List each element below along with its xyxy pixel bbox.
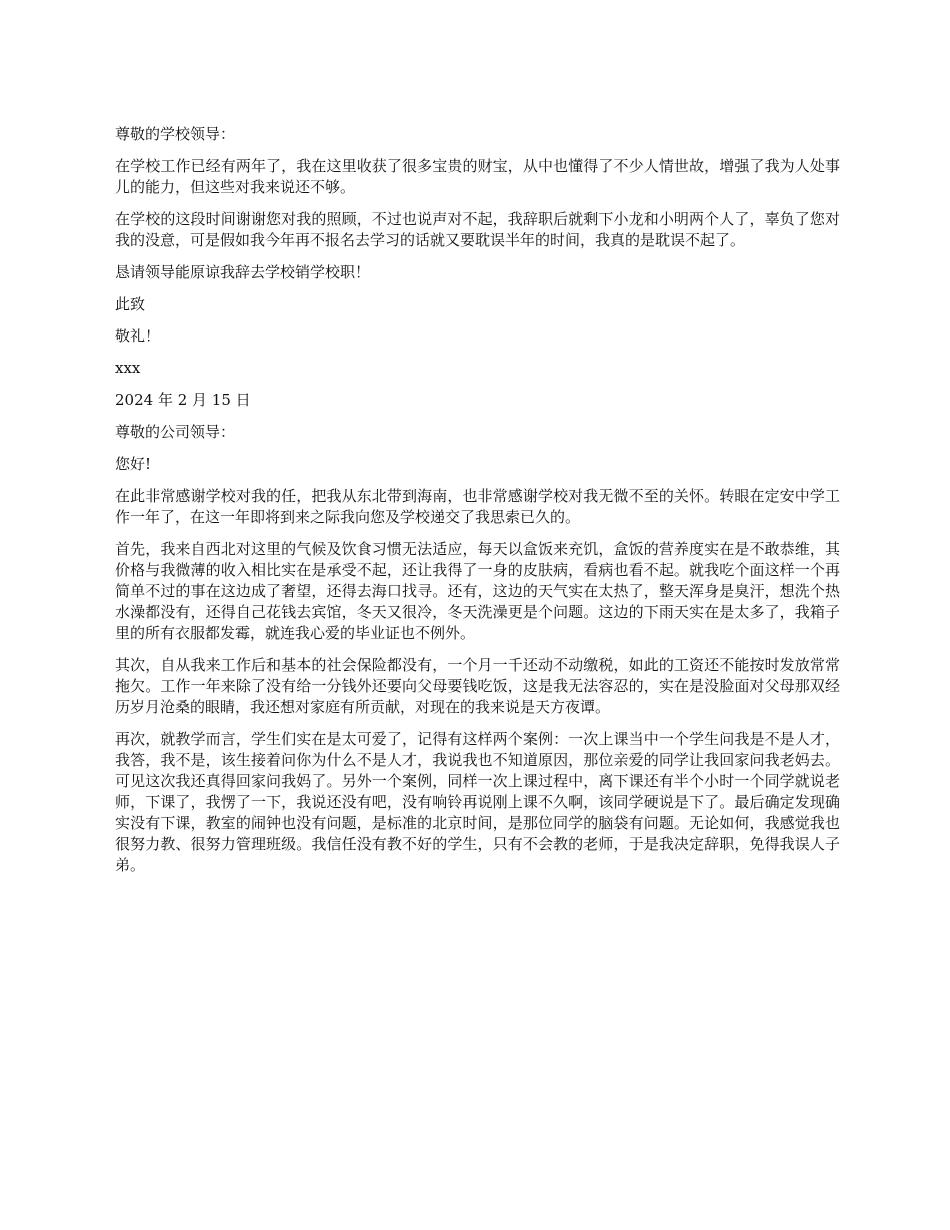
- paragraph: 其次，自从我来工作后和基本的社会保险都没有，一个月一千还动不动缴税，如此的工资还不能按时发放常常拖欠。工作一年来除了没有给一分钱外还要向父母要钱吃饭，这是我无法容忍的，实在是没脸面对父母那双经历岁月沧桑的眼睛，我还想对家庭有所贡献，对现在的我来说是天方夜谭。: [115, 656, 840, 716]
- date: 2024 年 2 月 15 日: [115, 391, 251, 409]
- paragraph: 首先，我来自西北对这里的气候及饮食习惯无法适应，每天以盒饭来充饥，盒饭的营养度实在是不敢恭维，其价格与我微薄的收入相比实在是承受不起，还让我得了一身的皮肤病，看病也看不起。就我吃个面这样一个再简单不过的事在这边成了奢望，还得去海口找寻。还有，这边的天气实在太热了，整天浑身是臭汗，想洗个热水澡都没有，还得自己花钱去宾馆，冬天又很冷，冬天洗澡更是个问题。这边的下雨天实在是太多了，我箱子里的所有衣服都发霉，就连我心爱的毕业证也不例外。: [115, 540, 840, 642]
- salutation-school: 尊敬的学校领导：: [115, 125, 236, 143]
- signature: xxx: [115, 359, 141, 377]
- paragraph: 在此非常感谢学校对我的任，把我从东北带到海南，也非常感谢学校对我无微不至的关怀。转眼在定安中学工作一年了，在这一年即将到来之际我向您及学校递交了我思索已久的。: [115, 487, 840, 526]
- paragraph: 恳请领导能原谅我辞去学校销学校职！: [115, 263, 371, 281]
- paragraph: 再次，就教学而言，学生们实在是太可爱了，记得有这样两个案例：一次上课当中一个学生问我是不是人才，我答，我不是，该生接着问你为什么不是人才，我说我也不知道原因，那位亲爱的同学让我回家问我老妈去。可见这次我还真得回家问我妈了。另外一个案例，同样一次上课过程中，离下课还有半个小时一个同学就说老师，下课了，我愣了一下，我说还没有吧，没有响铃再说刚上课不久啊，该同学硬说是下了。最后确定发现确实没有下课，教室的闹钟也没有问题，是标准的北京时间，是那位同学的脑袋有问题。无论如何，我感觉我也很努力教、很努力管理班级。我信任没有教不好的学生，只有不会教的老师，于是我决定辞职，免得我误人子弟。: [115, 730, 840, 874]
- closing-line: 此致: [115, 295, 146, 313]
- document-body: [115, 124, 840, 887]
- salutation-company: 尊敬的公司领导：: [115, 423, 236, 441]
- paragraph: 在学校工作已经有两年了，我在这里收获了很多宝贵的财宝，从中也懂得了不少人情世故，增强了我为人处事儿的能力，但这些对我来说还不够。: [115, 157, 840, 196]
- paragraph: 在学校的这段时间谢谢您对我的照顾，不过也说声对不起，我辞职后就剩下小龙和小明两个人了，辜负了您对我的没意，可是假如我今年再不报名去学习的话就又要耽误半年的时间，我真的是耽误不起了。: [115, 210, 840, 249]
- greeting: 您好!: [115, 455, 152, 473]
- closing-line: 敬礼！: [115, 327, 161, 345]
